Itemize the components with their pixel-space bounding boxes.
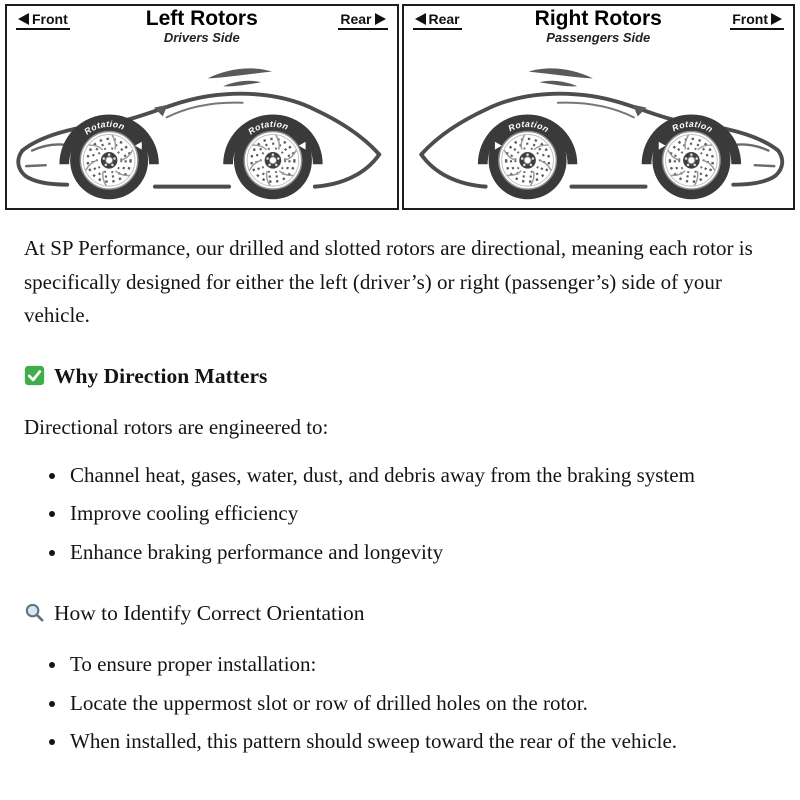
- list-item: • Enhance braking performance and longevity: [68, 536, 762, 570]
- rotation-label: Rotation: [506, 118, 551, 135]
- front-direction-label: [730, 11, 784, 30]
- section-heading-why-direction-matters: [24, 359, 762, 393]
- list-item: • To ensure proper installation:: [68, 648, 762, 682]
- section-heading-text: Why Direction Matters: [54, 363, 268, 388]
- article-body: [0, 212, 800, 789]
- panel-title: Left Rotors: [145, 7, 258, 30]
- left-panel-titles: [146, 8, 258, 45]
- front-direction-label: [16, 11, 70, 30]
- right-panel-titles: [535, 8, 662, 45]
- orientation-list: [24, 648, 762, 759]
- list-item: • Improve cooling efficiency: [68, 497, 762, 531]
- left-rotors-panel: [5, 4, 399, 210]
- panel-subtitle: Drivers Side: [163, 30, 240, 46]
- list-item: • When installed, this pattern should sweep toward the rear of the vehicle.: [68, 725, 762, 759]
- arrow-left-icon: [415, 13, 426, 25]
- benefits-list: [24, 459, 762, 570]
- section-heading-text: How to Identify Correct Orientation: [54, 600, 365, 625]
- right-car-illustration: [404, 55, 794, 210]
- right-rotors-panel: [402, 4, 796, 210]
- panel-title: Right Rotors: [534, 7, 662, 30]
- rotation-label: Rotation: [246, 118, 291, 137]
- arrow-right-icon: [375, 13, 386, 25]
- rotor-direction-diagram: [0, 0, 800, 212]
- arrow-left-icon: [18, 13, 29, 25]
- left-car-illustration: [7, 55, 397, 210]
- direction-text: Rear: [340, 11, 372, 27]
- direction-text: Front: [32, 11, 68, 27]
- intro-paragraph: At SP Performance, our drilled and slotted rotors are directional, meaning each rotor is specifically designed for either the left (driver’s) or right (passenger’s) side of your vehicle.: [24, 236, 753, 328]
- list-item: • Locate the uppermost slot or row of drilled holes on the rotor.: [68, 687, 762, 721]
- rear-direction-label: [338, 11, 387, 30]
- check-icon: [24, 365, 45, 386]
- left-panel-header: [7, 6, 397, 57]
- arrow-right-icon: [771, 13, 782, 25]
- rotation-label: Rotation: [669, 118, 715, 135]
- rear-direction-label: [413, 11, 462, 30]
- rotation-label: Rotation: [82, 118, 127, 137]
- panel-subtitle: Passengers Side: [546, 30, 651, 46]
- magnifier-icon: [24, 602, 45, 623]
- section-heading-identify-orientation: [24, 596, 762, 630]
- direction-text: Front: [732, 11, 768, 27]
- direction-text: Rear: [428, 11, 460, 27]
- engineered-lead: Directional rotors are engineered to:: [24, 415, 329, 440]
- right-panel-header: [404, 6, 794, 57]
- list-item: • Channel heat, gases, water, dust, and debris away from the braking system: [68, 459, 762, 493]
